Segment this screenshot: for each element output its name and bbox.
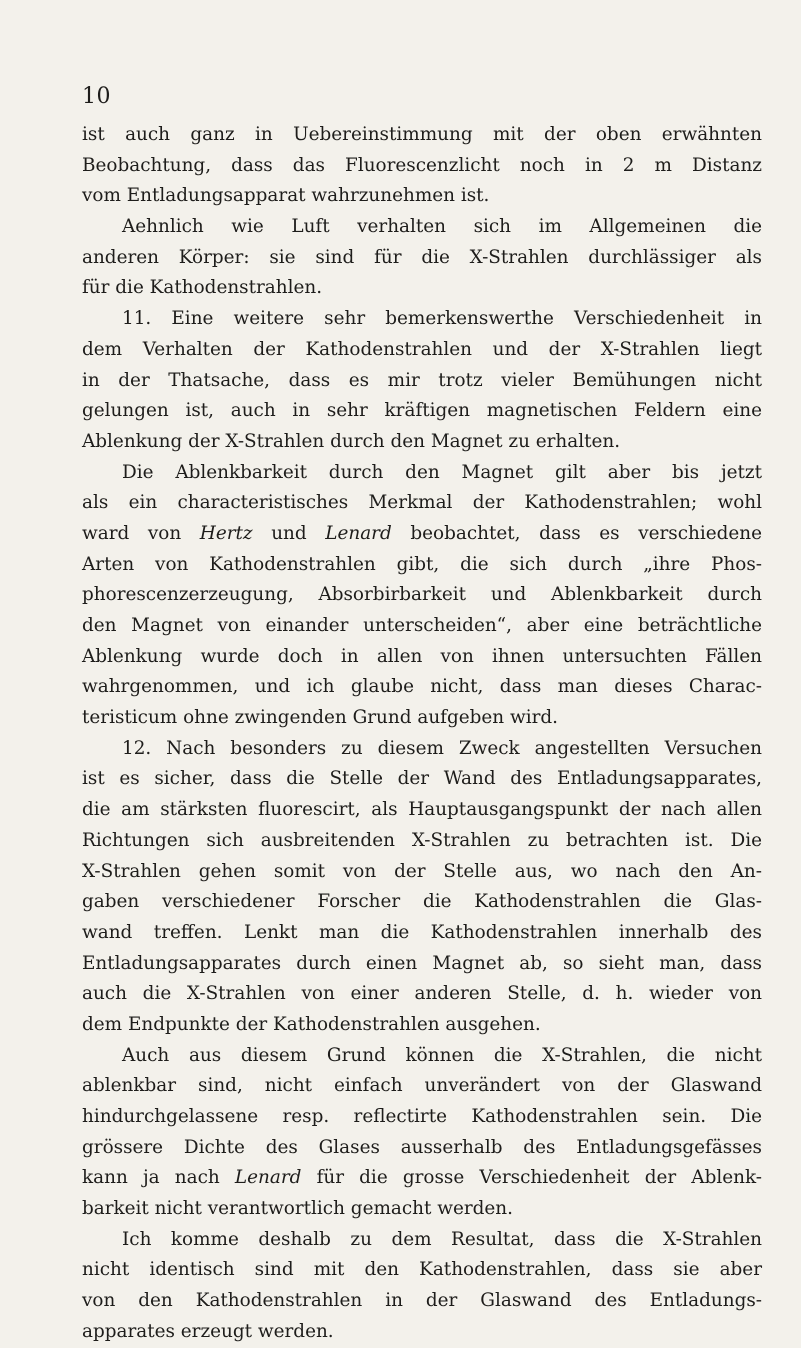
text-line: Die Ablenkbarkeit durch den Magnet gilt aber bis jetzt <box>122 461 762 483</box>
text-line-segment: beobachtet, dass es verschiedene <box>410 522 763 544</box>
text-line: in der Thatsache, dass es mir trotz vieler Bemühungen nicht <box>82 369 762 391</box>
text-line: anderen Körper: sie sind für die X-Strahlen durchlässiger als <box>82 246 762 268</box>
text-line: von den Kathodenstrahlen in der Glaswand des Entladungs- <box>82 1290 762 1312</box>
text-line: als ein characteristisches Merkmal der Kathodenstrahlen; wohl <box>82 492 762 514</box>
text-line: vom Entladungsapparat wahrzunehmen ist. <box>82 185 490 207</box>
text-line: wahrgenommen, und ich glaube nicht, dass man dieses Charac- <box>82 676 762 698</box>
text-line: Ich komme deshalb zu dem Resultat, dass die X-Strahlen <box>122 1228 762 1250</box>
text-line-segment: kann ja nach <box>82 1167 220 1189</box>
text-line: Aehnlich wie Luft verhalten sich im Allgemeinen die <box>122 216 762 238</box>
text-line: auch die X-Strahlen von einer anderen Stelle, d. h. wieder von <box>82 983 762 1005</box>
text-line-segment: und <box>271 522 307 544</box>
author-name: Hertz <box>199 522 253 544</box>
text-line: dem Verhalten der Kathodenstrahlen und der X-Strahlen liegt <box>82 338 762 360</box>
text-line: Entladungsapparates durch einen Magnet ab, so sieht man, dass <box>82 952 762 974</box>
text-line: dem Endpunkte der Kathodenstrahlen ausgehen. <box>82 1013 541 1035</box>
text-line: phorescenzerzeugung, Absorbirbarkeit und Ablenkbarkeit durch <box>82 584 762 606</box>
text-line-segment: für die grosse Verschiedenheit der Ablenk- <box>316 1167 762 1189</box>
text-line: den Magnet von einander unterscheiden“, aber eine beträchtliche <box>82 615 762 636</box>
text-line: barkeit nicht verantwortlich gemacht werden. <box>82 1198 513 1220</box>
text-line: für die Kathodenstrahlen. <box>82 277 323 299</box>
text-line: die am stärksten fluorescirt, als Hauptausgangspunkt der nach allen <box>82 799 762 821</box>
text-line: grössere Dichte des Glases ausserhalb des Entladungsgefässes <box>82 1136 762 1158</box>
author-name: Lenard <box>325 522 392 544</box>
page-number: 10 <box>82 84 111 109</box>
text-line: 11. Eine weitere sehr bemerkenswerthe Verschiedenheit in <box>122 308 762 330</box>
text-line: nicht identisch sind mit den Kathodenstrahlen, dass sie aber <box>82 1259 762 1281</box>
text-line <box>82 1163 762 1194</box>
text-line: X-Strahlen gehen somit von der Stelle aus, wo nach den An- <box>82 860 762 882</box>
text-line: Arten von Kathodenstrahlen gibt, die sich durch „ihre Phos- <box>82 553 762 575</box>
text-line: 12. Nach besonders zu diesem Zweck angestellten Versuchen <box>122 737 762 759</box>
text-line: Beobachtung, dass das Fluorescenzlicht noch in 2 m Distanz <box>82 154 762 176</box>
text-line: Auch aus diesem Grund können die X-Strahlen, die nicht <box>122 1044 762 1066</box>
body-text <box>82 120 762 1348</box>
text-line: Richtungen sich ausbreitenden X-Strahlen zu betrachten ist. Die <box>82 829 762 851</box>
text-line-segment: ward von <box>82 522 182 544</box>
text-line: Ablenkung der X-Strahlen durch den Magnet zu erhalten. <box>82 430 621 452</box>
text-line: ist es sicher, dass die Stelle der Wand des Entladungsapparates, <box>82 768 762 790</box>
text-line: teristicum ohne zwingenden Grund aufgeben wird. <box>82 707 559 729</box>
text-line: gaben verschiedener Forscher die Kathodenstrahlen die Glas- <box>82 891 762 913</box>
text-line: gelungen ist, auch in sehr kräftigen magnetischen Feldern eine <box>82 400 762 422</box>
text-line: Ablenkung wurde doch in allen von ihnen untersuchten Fällen <box>82 645 762 667</box>
text-line: hindurchgelassene resp. reflectirte Kathodenstrahlen sein. Die <box>82 1106 762 1127</box>
text-line: wand treffen. Lenkt man die Kathodenstrahlen innerhalb des <box>82 921 762 943</box>
text-line <box>82 519 762 550</box>
text-line: apparates erzeugt werden. <box>82 1320 334 1342</box>
author-name: Lenard <box>234 1167 302 1189</box>
text-line: ist auch ganz in Uebereinstimmung mit der oben erwähnten <box>82 124 762 145</box>
text-line: ablenkbar sind, nicht einfach unverändert von der Glaswand <box>82 1075 762 1097</box>
